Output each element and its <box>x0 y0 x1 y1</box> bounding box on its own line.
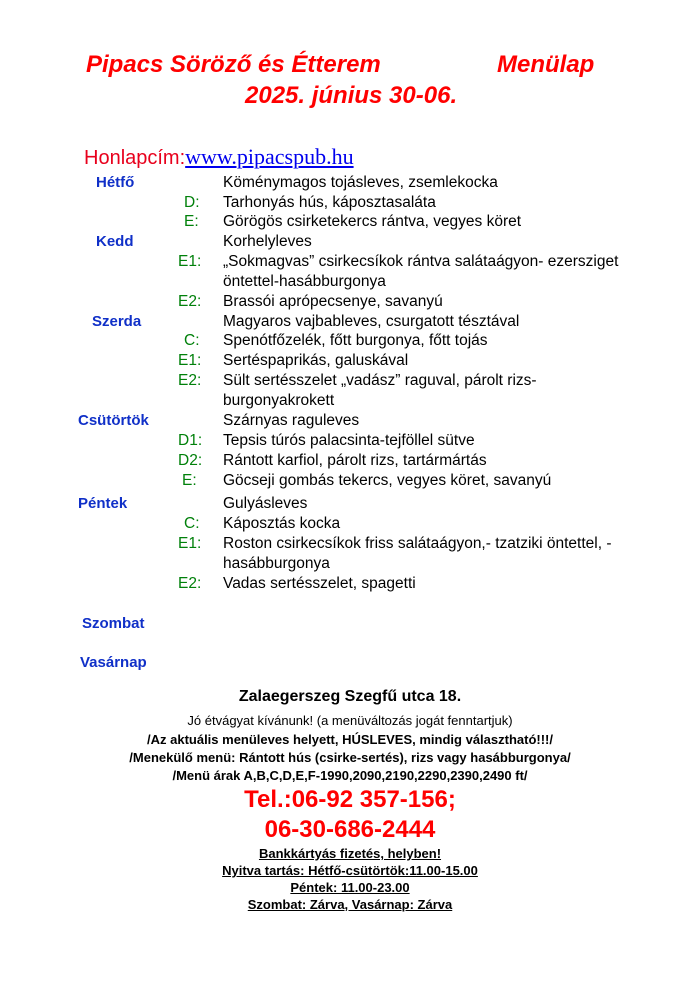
dish-monday-e: Görögös csirketekercs rántva, vegyes köret <box>223 213 522 230</box>
hours-weekdays: Nyitva tartás: Hétfő-csütörtök:11.00-15.00 <box>222 863 478 878</box>
dish-tuesday-e1-cont: öntettel-hasábburgonya <box>223 273 386 290</box>
dish-friday-e1: Roston csirkecsíkok friss salátaágyon,- tzatziki öntettel, - <box>223 535 612 552</box>
code-friday-e1: E1: <box>178 535 202 552</box>
code-wednesday-e2: E2: <box>178 372 202 389</box>
day-saturday: Szombat <box>82 615 145 632</box>
code-wednesday-c: C: <box>184 332 200 349</box>
address: Zalaegerszeg Szegfű utca 18. <box>238 688 462 705</box>
dish-tuesday-e1: „Sokmagvas” csirkecsíkok rántva salátaágyon- ezersziget <box>223 253 619 270</box>
dish-tuesday-soup: Korhelyleves <box>223 233 312 250</box>
menu-date: 2025. június 30-06. <box>245 82 458 109</box>
dish-monday-soup: Köménymagos tojásleves, zsemlekocka <box>223 174 498 191</box>
code-friday-c: C: <box>184 515 200 532</box>
dish-tuesday-e2: Brassói aprópecsenye, savanyú <box>223 293 443 310</box>
dish-wednesday-e2-cont: burgonyakrokett <box>223 392 335 409</box>
code-tuesday-e1: E1: <box>178 253 202 270</box>
code-monday-e: E: <box>184 213 199 230</box>
dish-wednesday-c: Spenótfőzelék, főtt burgonya, főtt tojás <box>223 332 488 349</box>
note-escape-menu: /Menekülő menü: Rántott hús (csirke-sertés), rizs vagy hasábburgonya/ <box>129 750 571 765</box>
code-tuesday-e2: E2: <box>178 293 202 310</box>
day-monday: Hétfő <box>96 174 135 191</box>
code-monday-d: D: <box>184 194 200 211</box>
phone-landline: Tel.:06-92 357-156; <box>244 786 456 813</box>
website-line <box>84 144 354 170</box>
card-payment: Bankkártyás fizetés, helyben! <box>258 846 442 861</box>
dish-wednesday-e2: Sült sertésszelet „vadász” raguval, párolt rizs- <box>223 372 537 389</box>
day-friday: Péntek <box>78 495 128 512</box>
dish-friday-e1-cont: hasábburgonya <box>223 555 330 572</box>
code-friday-e2: E2: <box>178 575 202 592</box>
menu-label: Menülap <box>497 51 595 78</box>
code-thursday-d1: D1: <box>178 432 203 449</box>
website-link[interactable]: www.pipacspub.hu <box>185 144 354 169</box>
day-tuesday: Kedd <box>96 233 134 250</box>
greeting: Jó étvágyat kívánunk! (a menüváltozás jogát fenntartjuk) <box>187 713 513 728</box>
dish-thursday-d1: Tepsis túrós palacsinta-tejföllel sütve <box>223 432 475 449</box>
hours-friday: Péntek: 11.00-23.00 <box>290 880 410 895</box>
code-thursday-d2: D2: <box>178 452 203 469</box>
dish-wednesday-e1: Sertéspaprikás, galuskával <box>223 352 409 369</box>
dish-wednesday-soup: Magyaros vajbableves, csurgatott tésztával <box>223 313 520 330</box>
code-wednesday-e1: E1: <box>178 352 202 369</box>
note-prices: /Menü árak A,B,C,D,E,F-1990,2090,2190,2290,2390,2490 ft/ <box>172 768 528 783</box>
day-sunday: Vasárnap <box>80 654 147 671</box>
dish-thursday-soup: Szárnyas raguleves <box>223 412 360 429</box>
dish-thursday-d2: Rántott karfiol, párolt rizs, tartármártás <box>223 452 487 469</box>
dish-friday-c: Káposztás kocka <box>223 515 341 532</box>
website-label: Honlapcím: <box>84 147 186 169</box>
restaurant-name: Pipacs Söröző és Étterem <box>86 51 381 78</box>
day-thursday: Csütörtök <box>78 412 149 429</box>
dish-thursday-e: Göcseji gombás tekercs, vegyes köret, savanyú <box>223 472 552 489</box>
day-wednesday: Szerda <box>92 313 142 330</box>
dish-monday-d: Tarhonyás hús, káposztasaláta <box>223 194 436 211</box>
dish-friday-e2: Vadas sertésszelet, spagetti <box>223 575 416 592</box>
code-thursday-e: E: <box>182 472 197 489</box>
phone-mobile: 06-30-686-2444 <box>264 816 436 843</box>
note-soup: /Az aktuális menüleves helyett, HÚSLEVES, mindig választható!!!/ <box>147 732 553 747</box>
dish-friday-soup: Gulyásleves <box>223 495 308 512</box>
hours-weekend: Szombat: Zárva, Vasárnap: Zárva <box>247 897 453 912</box>
